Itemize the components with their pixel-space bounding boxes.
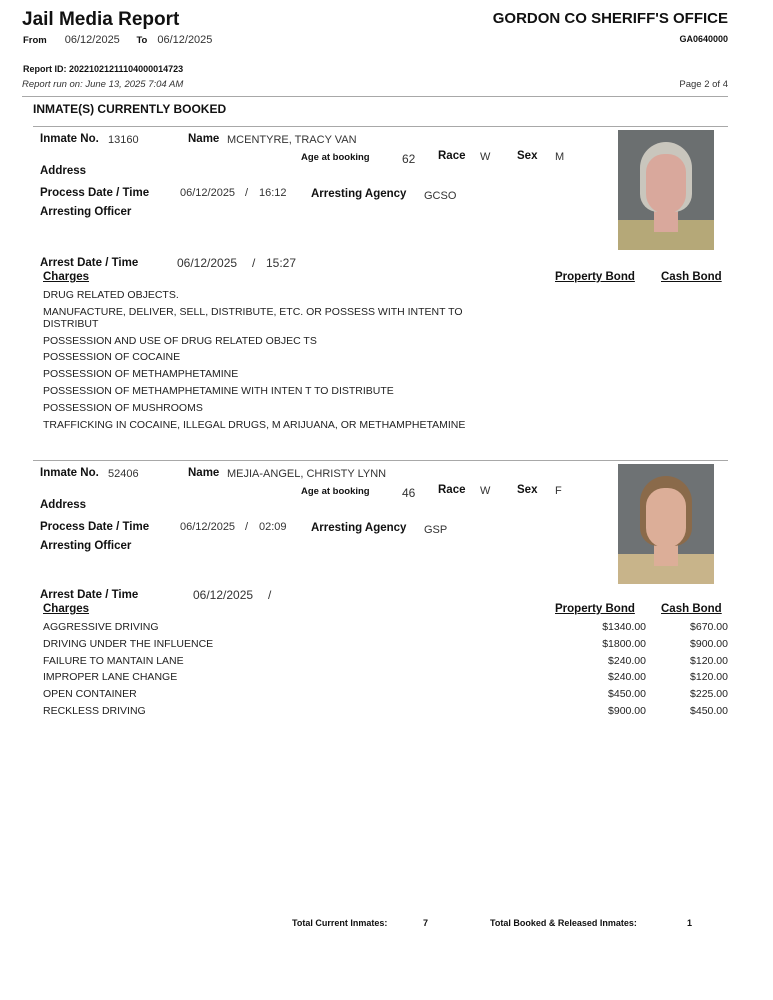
name-label: Name — [188, 133, 220, 145]
cash-bond-value: $225.00 — [690, 688, 728, 701]
cash-bond-header: Cash Bond — [661, 603, 722, 615]
inmate-no-value: 52406 — [108, 468, 139, 480]
age-value: 62 — [402, 152, 416, 166]
cash-bond-value: $900.00 — [690, 637, 728, 650]
sex-label: Sex — [517, 484, 538, 496]
property-bond-value: $450.00 — [608, 688, 646, 701]
charge-name: TRAFFICKING IN COCAINE, ILLEGAL DRUGS, M ARIJUANA, OR METHAMPHETAMINE — [43, 418, 466, 431]
total-current-label: Total Current Inmates: — [292, 918, 388, 928]
address-label: Address — [40, 499, 87, 511]
inmate-divider — [33, 460, 728, 461]
property-bond-header: Property Bond — [555, 603, 635, 615]
charges-header: Charges — [43, 271, 90, 283]
sex-label: Sex — [517, 150, 538, 162]
charges-header: Charges — [43, 603, 90, 615]
inmate-no-label: Inmate No. — [40, 133, 99, 145]
total-released-label: Total Booked & Released Inmates: — [490, 918, 637, 928]
sex-value: M — [555, 151, 565, 163]
race-value: W — [480, 151, 491, 163]
inmate-divider — [33, 126, 728, 127]
race-label: Race — [438, 150, 466, 162]
total-current-value: 7 — [423, 918, 429, 928]
cash-bond-header: Cash Bond — [661, 271, 722, 283]
charge-name: AGGRESSIVE DRIVING — [43, 621, 159, 633]
charge-name: POSSESSION OF COCAINE — [43, 351, 181, 364]
cash-bond-value: $120.00 — [690, 654, 728, 667]
arrest-label: Arrest Date / Time — [40, 257, 139, 269]
race-label: Race — [438, 484, 466, 496]
process-slash: / — [245, 187, 249, 199]
property-bond-value: $240.00 — [608, 671, 646, 684]
header-divider — [22, 96, 728, 97]
name-value: MCENTYRE, TRACY VAN — [227, 134, 357, 146]
race-value: W — [480, 485, 491, 497]
arrest-date: 06/12/2025 — [193, 588, 254, 602]
property-bond-header: Property Bond — [555, 271, 635, 283]
officer-label: Arresting Officer — [40, 540, 132, 552]
property-bond-value: $1340.00 — [602, 621, 646, 633]
arrest-date: 06/12/2025 — [177, 256, 238, 270]
charge-name: POSSESSION OF MUSHROOMS — [43, 401, 203, 414]
charge-name: IMPROPER LANE CHANGE — [43, 671, 178, 684]
cash-bond-value: $450.00 — [690, 705, 728, 717]
charge-name: OPEN CONTAINER — [43, 688, 137, 701]
agency-name: GORDON CO SHERIFF'S OFFICE — [492, 10, 728, 27]
photo-face — [646, 488, 686, 548]
from-date: 06/12/2025 — [64, 34, 120, 46]
address-label: Address — [40, 165, 87, 177]
from-label: From — [23, 35, 47, 46]
inmate-no-label: Inmate No. — [40, 467, 99, 479]
sex-value: F — [555, 485, 562, 497]
process-date: 06/12/2025 — [180, 521, 236, 533]
process-label: Process Date / Time — [40, 187, 150, 199]
charge-name-continued: DISTRIBUT — [43, 317, 99, 330]
mugshot-photo — [618, 464, 714, 584]
process-label: Process Date / Time — [40, 521, 150, 533]
agency-value: GCSO — [424, 190, 457, 202]
process-time: 02:09 — [259, 521, 287, 533]
age-value: 46 — [402, 486, 416, 500]
section-title: INMATE(S) CURRENTLY BOOKED — [33, 102, 227, 116]
name-label: Name — [188, 467, 220, 479]
age-label: Age at booking — [301, 486, 370, 497]
property-bond-value: $1800.00 — [602, 637, 646, 650]
property-bond-value: $240.00 — [608, 654, 646, 667]
date-range — [23, 34, 226, 46]
cash-bond-value: $670.00 — [690, 621, 728, 633]
inmate-no-value: 13160 — [108, 134, 139, 146]
name-value: MEJIA-ANGEL, CHRISTY LYNN — [227, 468, 387, 480]
officer-label: Arresting Officer — [40, 206, 132, 218]
to-date: 06/12/2025 — [157, 34, 213, 46]
charge-name: FAILURE TO MANTAIN LANE — [43, 654, 184, 667]
age-label: Age at booking — [301, 152, 370, 163]
process-slash: / — [245, 521, 249, 533]
agency-label: Arresting Agency — [311, 188, 407, 200]
charge-name: POSSESSION OF METHAMPHETAMINE — [43, 368, 239, 381]
cash-bond-value: $120.00 — [690, 671, 728, 684]
arrest-slash: / — [252, 256, 256, 270]
to-label: To — [136, 35, 148, 46]
charge-name: DRIVING UNDER THE INFLUENCE — [43, 637, 214, 650]
report-run-on: Report run on: June 13, 2025 7:04 AM — [22, 79, 184, 90]
mugshot-photo — [618, 130, 714, 250]
charge-name: DRUG RELATED OBJECTS. — [43, 289, 179, 301]
charge-name: POSSESSION OF METHAMPHETAMINE WITH INTEN T TO DISTRIBUTE — [43, 385, 394, 397]
charge-name: POSSESSION AND USE OF DRUG RELATED OBJEC TS — [43, 334, 317, 347]
total-released-value: 1 — [687, 918, 693, 928]
arrest-time: 15:27 — [266, 256, 297, 270]
arrest-label: Arrest Date / Time — [40, 589, 139, 601]
process-time: 16:12 — [259, 187, 287, 199]
agency-code: GA0640000 — [679, 34, 728, 44]
page-number: Page 2 of 4 — [679, 79, 728, 90]
charge-name: RECKLESS DRIVING — [43, 705, 146, 717]
charge-name: MANUFACTURE, DELIVER, SELL, DISTRIBUTE, ETC. OR POSSESS WITH INTENT TO — [43, 305, 463, 318]
process-date: 06/12/2025 — [180, 187, 236, 199]
arrest-slash: / — [268, 588, 272, 602]
agency-label: Arresting Agency — [311, 522, 407, 534]
report-title: Jail Media Report — [22, 9, 180, 30]
agency-value: GSP — [424, 524, 448, 536]
photo-face — [646, 154, 686, 214]
property-bond-value: $900.00 — [608, 705, 646, 717]
report-id: Report ID: 20221021211104000014723 — [23, 64, 184, 74]
